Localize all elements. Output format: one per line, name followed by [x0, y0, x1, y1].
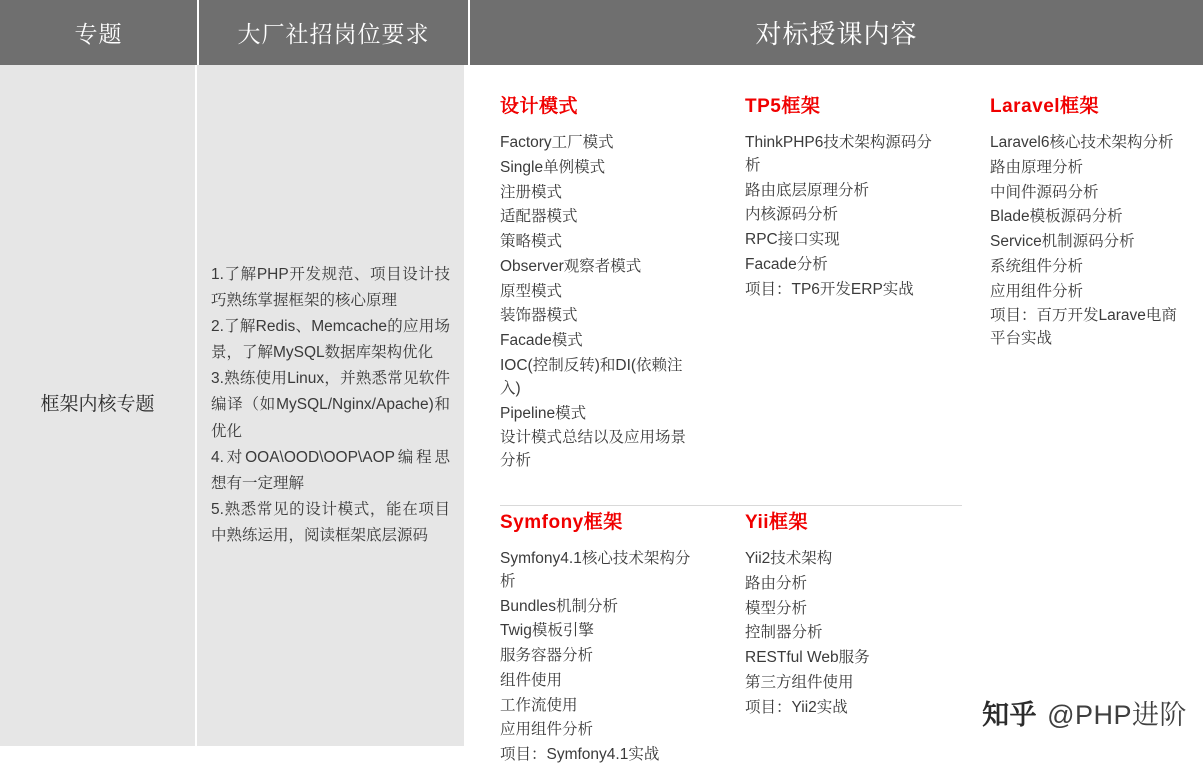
block-item-list — [500, 548, 695, 767]
list-item: Blade模板源码分析 — [990, 208, 1123, 226]
block-item-list — [745, 132, 940, 301]
block-title: TP5框架 — [745, 96, 821, 117]
list-item: 应用组件分析 — [990, 282, 1084, 300]
list-item: 应用组件分析 — [500, 721, 594, 739]
table-body — [0, 65, 1203, 764]
list-item: Bundles机制分析 — [500, 597, 619, 615]
list-item: 控制器分析 — [745, 624, 823, 642]
content-block-yii — [711, 499, 956, 773]
list-item: ThinkPHP6技术架构源码分析 — [745, 134, 932, 174]
list-item: 适配器模式 — [500, 208, 578, 226]
content-block-symfony — [466, 499, 711, 773]
list-item: Symfony4.1核心技术架构分析 — [500, 549, 691, 590]
topic-label: 框架内核专题 — [40, 394, 155, 416]
list-item: 项目：百万开发Larave电商平台实战 — [990, 307, 1177, 348]
list-item: 项目：Symfony4.1实战 — [500, 746, 660, 764]
watermark — [982, 693, 1187, 732]
list-item: 路由分析 — [745, 574, 808, 592]
list-item: Factory工厂模式 — [500, 134, 614, 151]
requirements-column — [197, 65, 466, 746]
header-cell-requirements: 大厂社招岗位要求 — [199, 0, 470, 65]
content-column — [466, 65, 1201, 764]
list-item: 设计模式总结以及应用场景分析 — [500, 429, 687, 470]
list-item: Observer观察者模式 — [500, 257, 642, 275]
block-item-list — [745, 548, 940, 719]
block-title: Laravel框架 — [990, 96, 1100, 117]
list-item: 5.熟悉常见的设计模式，能在项目中熟练运用，阅读框架底层源码 — [211, 500, 450, 544]
block-title: Yii框架 — [745, 511, 809, 533]
content-block-row-1 — [466, 83, 1201, 479]
list-item: 注册模式 — [500, 183, 563, 201]
list-item: 路由底层原理分析 — [745, 181, 870, 199]
topic-column — [0, 65, 197, 746]
list-item: 项目：Yii2实战 — [745, 698, 848, 716]
list-item: 系统组件分析 — [990, 257, 1084, 275]
list-item: Pipeline模式 — [500, 404, 587, 422]
block-title: Symfony框架 — [500, 511, 623, 533]
list-item: 路由原理分析 — [990, 158, 1084, 176]
list-item: Laravel6核心技术架构分析 — [990, 134, 1174, 151]
list-item: 服务容器分析 — [500, 647, 594, 665]
content-block-design-patterns — [466, 83, 711, 479]
list-item: 3.熟练使用Linux，并熟悉常见软件编译（如MySQL/Nginx/Apache)和优化 — [211, 370, 450, 440]
watermark-text: @PHP进阶 — [1047, 700, 1187, 730]
list-item: 策略模式 — [500, 233, 563, 251]
header-cell-content: 对标授课内容 — [470, 0, 1203, 65]
list-item: 中间件源码分析 — [990, 183, 1099, 201]
list-item: Single单例模式 — [500, 158, 606, 176]
block-item-list — [500, 132, 695, 473]
section-divider — [500, 505, 962, 506]
list-item: Facade分析 — [745, 255, 828, 273]
list-item: 工作流使用 — [500, 696, 578, 714]
zhihu-logo: 知乎 — [982, 700, 1038, 730]
list-item: Twig模板引擎 — [500, 622, 594, 640]
list-item: 第三方组件使用 — [745, 673, 854, 691]
header-cell-topic: 专题 — [0, 0, 199, 65]
list-item: 内核源码分析 — [745, 206, 839, 224]
requirements-list — [211, 262, 450, 548]
list-item: 项目：TP6开发ERP实战 — [745, 280, 914, 298]
content-block-laravel — [956, 83, 1201, 479]
list-item: 原型模式 — [500, 282, 563, 300]
content-block-tp5 — [711, 83, 956, 479]
block-item-list — [990, 132, 1185, 351]
list-item: 模型分析 — [745, 599, 808, 617]
list-item: 1.了解PHP开发规范、项目设计技巧熟练掌握框架的核心原理 — [211, 266, 450, 310]
list-item: Service机制源码分析 — [990, 233, 1135, 251]
list-item: RPC接口实现 — [745, 231, 840, 249]
block-title: 设计模式 — [500, 96, 579, 117]
list-item: RESTful Web服务 — [745, 649, 870, 667]
list-item: Yii2技术架构 — [745, 549, 833, 567]
list-item: Facade模式 — [500, 332, 583, 350]
list-item: 4.对OOA\OOD\OOP\AOP编程思想有一定理解 — [211, 448, 450, 492]
list-item: 装饰器模式 — [500, 307, 578, 325]
list-item: 2.了解Redis、Memcache的应用场景，了解MySQL数据库架构优化 — [211, 318, 450, 362]
list-item: 组件使用 — [500, 671, 563, 689]
list-item: IOC(控制反转)和DI(依赖注入) — [500, 357, 683, 397]
table-header — [0, 0, 1203, 65]
